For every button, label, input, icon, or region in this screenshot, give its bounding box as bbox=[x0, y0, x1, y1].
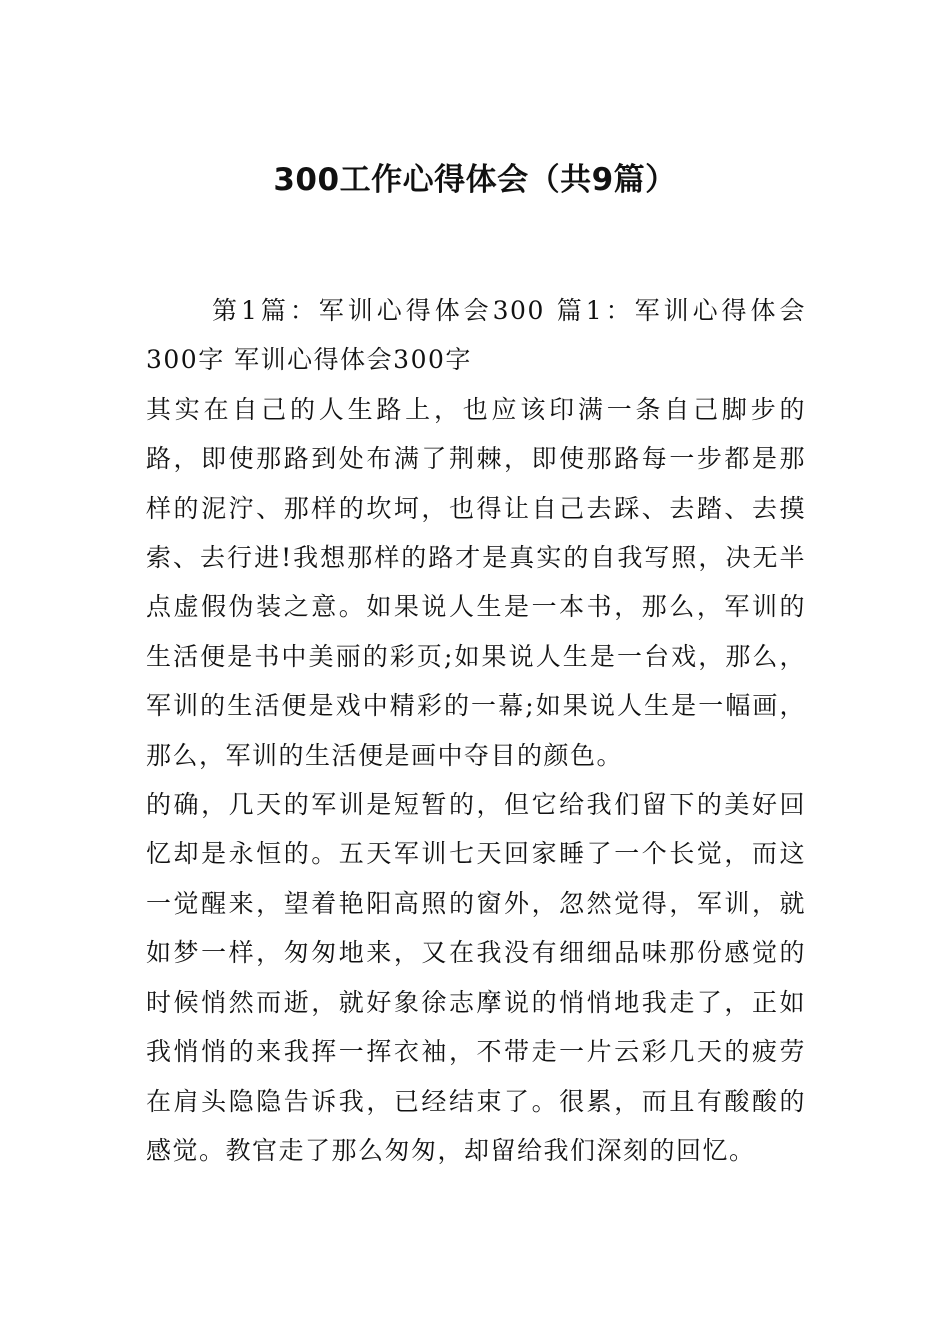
document-title: 300工作心得体会（共9篇） bbox=[273, 162, 677, 198]
paragraph: 其实在自己的人生路上，也应该印满一条自己脚步的路，即使那路到处布满了荆棘，即使那路每一步都是那样的泥泞、那样的坎坷，也得让自己去踩、去踏、去摸索、去行进!我想那样的路才是真实的自我写照，决无半点虚假伪装之意。如果说人生是一本书，那么，军训的生活便是书中美丽的彩页;如果说人生是一台戏，那么，军训的生活便是戏中精彩的一幕;如果说人生是一幅画，那么，军训的生活便是画中夺目的颜色。 bbox=[146, 394, 806, 770]
paragraph: 的确，几天的军训是短暂的，但它给我们留下的美好回忆却是永恒的。五天军训七天回家睡了一个长觉，而这一觉醒来，望着艳阳高照的窗外，忽然觉得，军训，就如梦一样，匆匆地来，又在我没有细细品味那份感觉的时候悄然而逝，就好象徐志摩说的悄悄地我走了，正如我悄悄的来我挥一挥衣袖，不带走一片云彩几天的疲劳在肩头隐隐告诉我，已经结束了。很累，而且有酸酸的感觉。教官走了那么匆匆，却留给我们深刻的回忆。 bbox=[146, 790, 806, 1165]
paragraph-heading: 第1篇：军训心得体会300 篇1：军训心得体会300字 军训心得体会300字 bbox=[146, 296, 806, 375]
document-body bbox=[146, 286, 806, 1175]
